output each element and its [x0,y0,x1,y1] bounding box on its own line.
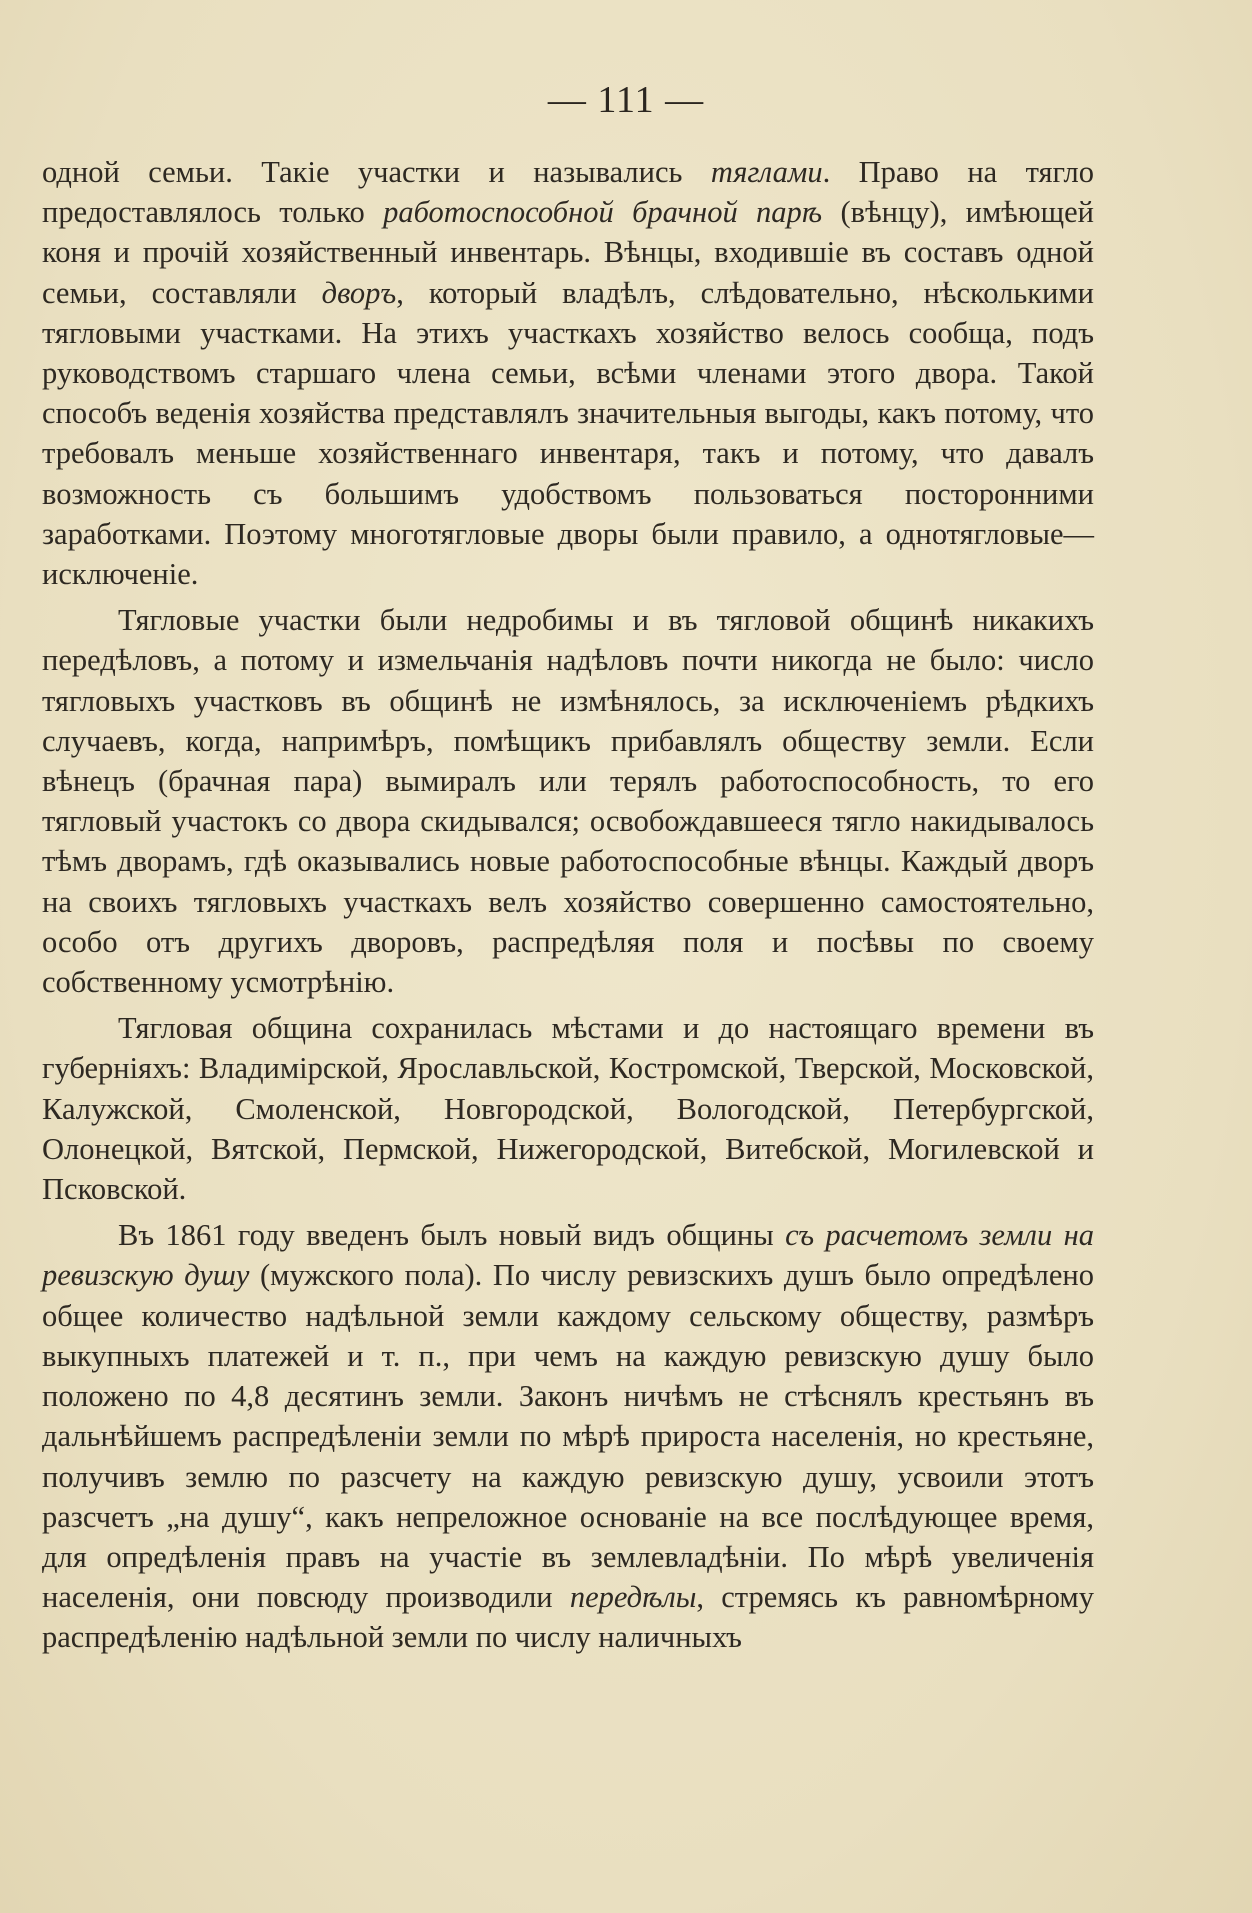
text-segment: (вѣнцу), имѣющей коня и прочiй хозяйственный инвентарь. Вѣнцы, входившiе въ составъ одной семьи, составляли [42,195,1094,310]
italic-term-dvor: дворъ [321,275,397,310]
text-segment: Въ 1861 году введенъ былъ новый видъ общины [118,1218,786,1253]
paragraph-3 [42,1008,1094,1209]
paragraph-2 [42,600,1094,1002]
text-segment: , стремясь къ равномѣрному распредѣленiю надѣльной земли по числу наличныхъ [42,1580,1094,1655]
text-segment: Тягловая община сохранилась мѣстами и до настоящаго времени въ губернiяхъ: Владимiрской, Ярославльской, Костромской, Тверской, Московской, Калужской, Смоленской, Новгородской, Вологодской, Петербургской, Олонецкой, Вятской, Пермской, Нижегородской, Витебской, Могилевской и Псковской. [42,1011,1094,1207]
body-text [42,152,1094,1664]
text-segment: . Право на тягло предоставлялось только [42,155,1094,230]
text-segment: Тягловые участки были недробимы и въ тягловой общинѣ никакихъ передѣловъ, а потому и измельчанiя надѣловъ почти никогда не было: число тягловыхъ участковъ въ общинѣ не измѣнялось, за исключенiемъ рѣдкихъ случаевъ, когда, напримѣръ, помѣщикъ прибавлялъ обществу земли. Если вѣнецъ (брачная пара) вымиралъ или терялъ работоспособность, то его тягловый участокъ со двора скидывался; освобождавшееся тягло накидывалось тѣмъ дворамъ, гдѣ оказывались новые работоспособные вѣнцы. Каждый дворъ на своихъ тягловыхъ участкахъ велъ хозяйство совершенно самостоятельно, особо отъ другихъ дворовъ, распредѣляя поля и посѣвы по своему собственному усмотрѣнiю. [42,603,1094,1000]
italic-term-peredely: передѣлы [569,1580,697,1615]
text-segment: (мужского пола). По числу ревизскихъ душъ было опредѣлено общее количество надѣльной земли каждому сельскому обществу, размѣръ выкупныхъ платежей и т. п., при чемъ на каждую ревизскую душу было положено по 4,8 десятинъ земли. Законъ ничѣмъ не стѣснялъ крестьянъ въ дальнѣйшемъ распредѣленiи земли по мѣрѣ прироста населенiя, но крестьяне, получивъ землю по разсчету на каждую ревизскую душу, усвоили этотъ разсчетъ „на душу“, какъ непреложное основанiе на все послѣдующее время, для опредѣленiя правъ на участiе въ землевладѣнiи. По мѣрѣ увеличенiя населенiя, они повсюду производили [42,1258,1094,1615]
page-number: — 111 — [547,79,705,121]
text-segment: , который владѣлъ, слѣдовательно, нѣсколькими тягловыми участками. На этихъ участкахъ хозяйство велось сообща, подъ руководствомъ старшаго члена семьи, всѣми членами этого двора. Такой способъ веденiя хозяйства представлялъ значительныя выгоды, какъ потому, что требовалъ меньше хозяйственнаго инвентаря, такъ и потому, что давалъ возможность съ большимъ удобствомъ пользоваться посторонними заработками. Поэтому многотягловые дворы были правило, а однотягловые—исключенiе. [42,275,1094,592]
text-segment: одной семьи. Такiе участки и назывались [42,155,711,189]
paragraph-1 [42,152,1094,594]
italic-term-tyagly: тяглами [710,155,823,189]
paragraph-4 [42,1215,1094,1657]
italic-term-brachnaya-para: работоспособной брачной парѣ [383,195,823,230]
italic-term-revizskaya-dusha: съ расчетомъ земли на ревизскую душу [42,1218,1094,1293]
